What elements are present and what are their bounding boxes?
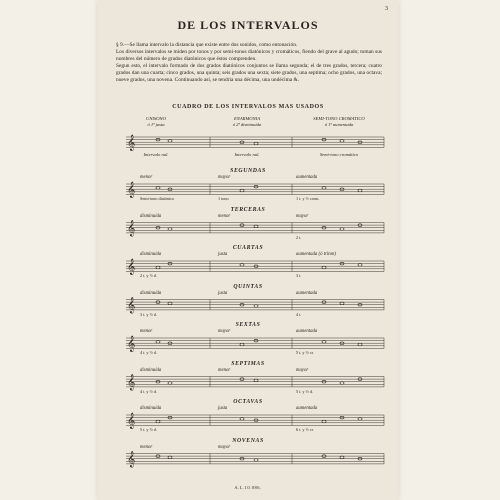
interval-label-quintas-2: justa [218, 290, 228, 296]
interval-sub-octavas-3: 6 t. y ½ cr. [296, 427, 314, 432]
header-semitono: SEMI-TONO CROMATICO [313, 116, 365, 121]
interval-label-novenas-1: menor [140, 444, 153, 450]
section-title-septimas: SEPTIMAS [231, 360, 265, 367]
interval-sub-cuartas-3: 3 t. [296, 273, 302, 278]
whole-note [340, 382, 344, 385]
whole-note [168, 382, 172, 385]
header-semitono-sub: ó 1ª aumentada [324, 122, 354, 127]
whole-note [254, 459, 258, 462]
whole-note [156, 266, 160, 269]
intro-paragraph-2: Los diversos intervalos se miden por tonos y por semi-tonos diatónicos y cromáticos, fiendo del grave al agudo; toman sus nombres del número de grados diatónicos que éstos comprenden. [116, 49, 382, 62]
interval-sub-segundas-1: Semi-tono diatónico [140, 196, 175, 201]
intro-paragraph-1: § 9.—Se llama intervalo la distancia que existe entre dos sonidos, como entonación. [116, 42, 298, 48]
interval-label-segundas-1: menor [140, 175, 153, 180]
whole-note [156, 187, 160, 190]
section-title-quintas: QUINTAS [233, 283, 263, 290]
whole-note [254, 305, 258, 308]
page-number: 3 [385, 6, 388, 12]
whole-note [168, 140, 172, 143]
intro-paragraph-3: Segun esto, el intervalo formado de dos grados diatónicos conjuntos se llama segunda; el de tres grados, tercera; cuatro grados dan una cuarta; cinco grados, una quinta; seis grados una sexta; siete grados, una septima; ocho grados, una octava; nueve grados, una novena. Continuando así, se tendria una décima, una undécima &. [116, 63, 382, 83]
interval-sub-segundas-2: 1 tono [218, 196, 229, 201]
interval-label-septimas-3: mayor [296, 367, 309, 373]
interval-label-cuartas-2: justa [218, 252, 228, 257]
section-title-octavas: OCTAVAS [233, 399, 263, 405]
interval-label-octavas-1: disminuida [140, 406, 162, 411]
header-intervalo-nul-2: Intervalo nul. [234, 152, 260, 157]
treble-clef-icon: 𝄞 [127, 220, 136, 237]
whole-note [322, 341, 326, 344]
header-semitono-cromatico: Semi-tono cromático [319, 152, 359, 157]
table-title: CUADRO DE LOS INTERVALOS MAS USADOS [172, 104, 324, 110]
interval-label-segundas-3: aumentada [296, 175, 318, 180]
whole-note [156, 341, 160, 344]
page-title: DE LOS INTERVALOS [177, 18, 319, 32]
header-unisono-sub: ó 1ª justa [147, 122, 165, 127]
whole-note [358, 264, 362, 267]
interval-label-quintas-3: aumentada [296, 290, 318, 296]
whole-note [156, 420, 160, 423]
treble-clef-icon: 𝄞 [127, 374, 136, 391]
interval-sub-septimas-1: 4 t. y ½ d. [140, 388, 157, 394]
interval-sub-sextas-3: 5 t. y ½ cr. [296, 350, 314, 355]
interval-label-octavas-2: justa [218, 406, 228, 411]
header-intervalo-nul-1: Intervalo nul. [143, 152, 169, 157]
interval-sub-segundas-3: 1 t. y ½ crom. [296, 196, 320, 201]
interval-label-octavas-3: aumentada [296, 406, 318, 411]
interval-sub-terceras-3: 2 t. [296, 234, 302, 240]
interval-label-sextas-1: menor [140, 329, 153, 334]
whole-note [240, 418, 244, 421]
whole-note [340, 302, 344, 305]
interval-sub-septimas-3: 5 t. y ½ d. [296, 388, 313, 394]
interval-sub-quintas-1: 3 t. y ½ d. [140, 311, 157, 317]
whole-note [254, 379, 258, 382]
interval-label-terceras-2: menor [218, 213, 231, 219]
interval-label-terceras-3: mayor [296, 213, 309, 219]
whole-note [322, 187, 326, 190]
interval-sub-cuartas-1: 2 t. y ½ d. [140, 273, 157, 278]
interval-label-terceras-1: disminuida [140, 213, 162, 219]
treble-clef-icon: 𝄞 [127, 259, 136, 275]
whole-note [340, 140, 344, 143]
header-unisono: UNISONO [146, 116, 166, 121]
whole-note [240, 189, 244, 192]
section-title-sextas: SEXTAS [235, 322, 261, 328]
header-enarmonia-sub: ó 2ª disminuida [232, 122, 262, 127]
whole-note [358, 189, 362, 192]
whole-note [358, 418, 362, 421]
interval-label-segundas-2: mayor [218, 175, 231, 180]
interval-label-septimas-2: menor [218, 367, 231, 373]
interval-label-cuartas-3: aumentada (ó triton) [296, 252, 336, 257]
score-page [98, 0, 398, 500]
treble-clef-icon: 𝄞 [127, 413, 136, 429]
interval-sub-octavas-1: 5 t. y ½ d. [140, 427, 157, 432]
section-title-terceras: TERCERAS [230, 206, 266, 213]
section-title-segundas: SEGUNDAS [230, 168, 266, 174]
whole-note [254, 142, 258, 145]
header-enarmonia: ENARMONIA [233, 116, 261, 121]
section-title-cuartas: CUARTAS [232, 245, 264, 251]
interval-label-septimas-1: disminuida [140, 367, 162, 373]
treble-clef-icon: 𝄞 [127, 336, 136, 352]
treble-clef-icon: 𝄞 [127, 182, 136, 198]
whole-note [358, 343, 362, 346]
interval-sub-quintas-3: 4 t. [296, 311, 302, 317]
section-title-novenas: NOVENAS [232, 437, 264, 444]
whole-note [322, 266, 326, 269]
whole-note [168, 228, 172, 231]
interval-label-sextas-3: aumentada [296, 329, 318, 334]
footer-code: A.L.10.086. [234, 485, 262, 490]
whole-note [240, 264, 244, 267]
treble-clef-icon: 𝄞 [127, 451, 136, 468]
treble-clef-icon: 𝄞 [127, 297, 136, 314]
interval-label-sextas-2: mayor [218, 329, 231, 334]
whole-note [168, 456, 172, 459]
interval-sub-sextas-1: 4 t. y ½ d. [140, 350, 157, 355]
whole-note [240, 343, 244, 346]
whole-note [340, 456, 344, 459]
whole-note [322, 420, 326, 423]
whole-note [340, 228, 344, 231]
interval-label-novenas-2: mayor [218, 444, 231, 450]
whole-note [168, 302, 172, 305]
treble-clef-icon: 𝄞 [127, 135, 136, 151]
interval-label-cuartas-1: disminuida [140, 252, 162, 257]
whole-note [254, 225, 258, 228]
interval-label-quintas-1: disminuida [140, 290, 162, 296]
